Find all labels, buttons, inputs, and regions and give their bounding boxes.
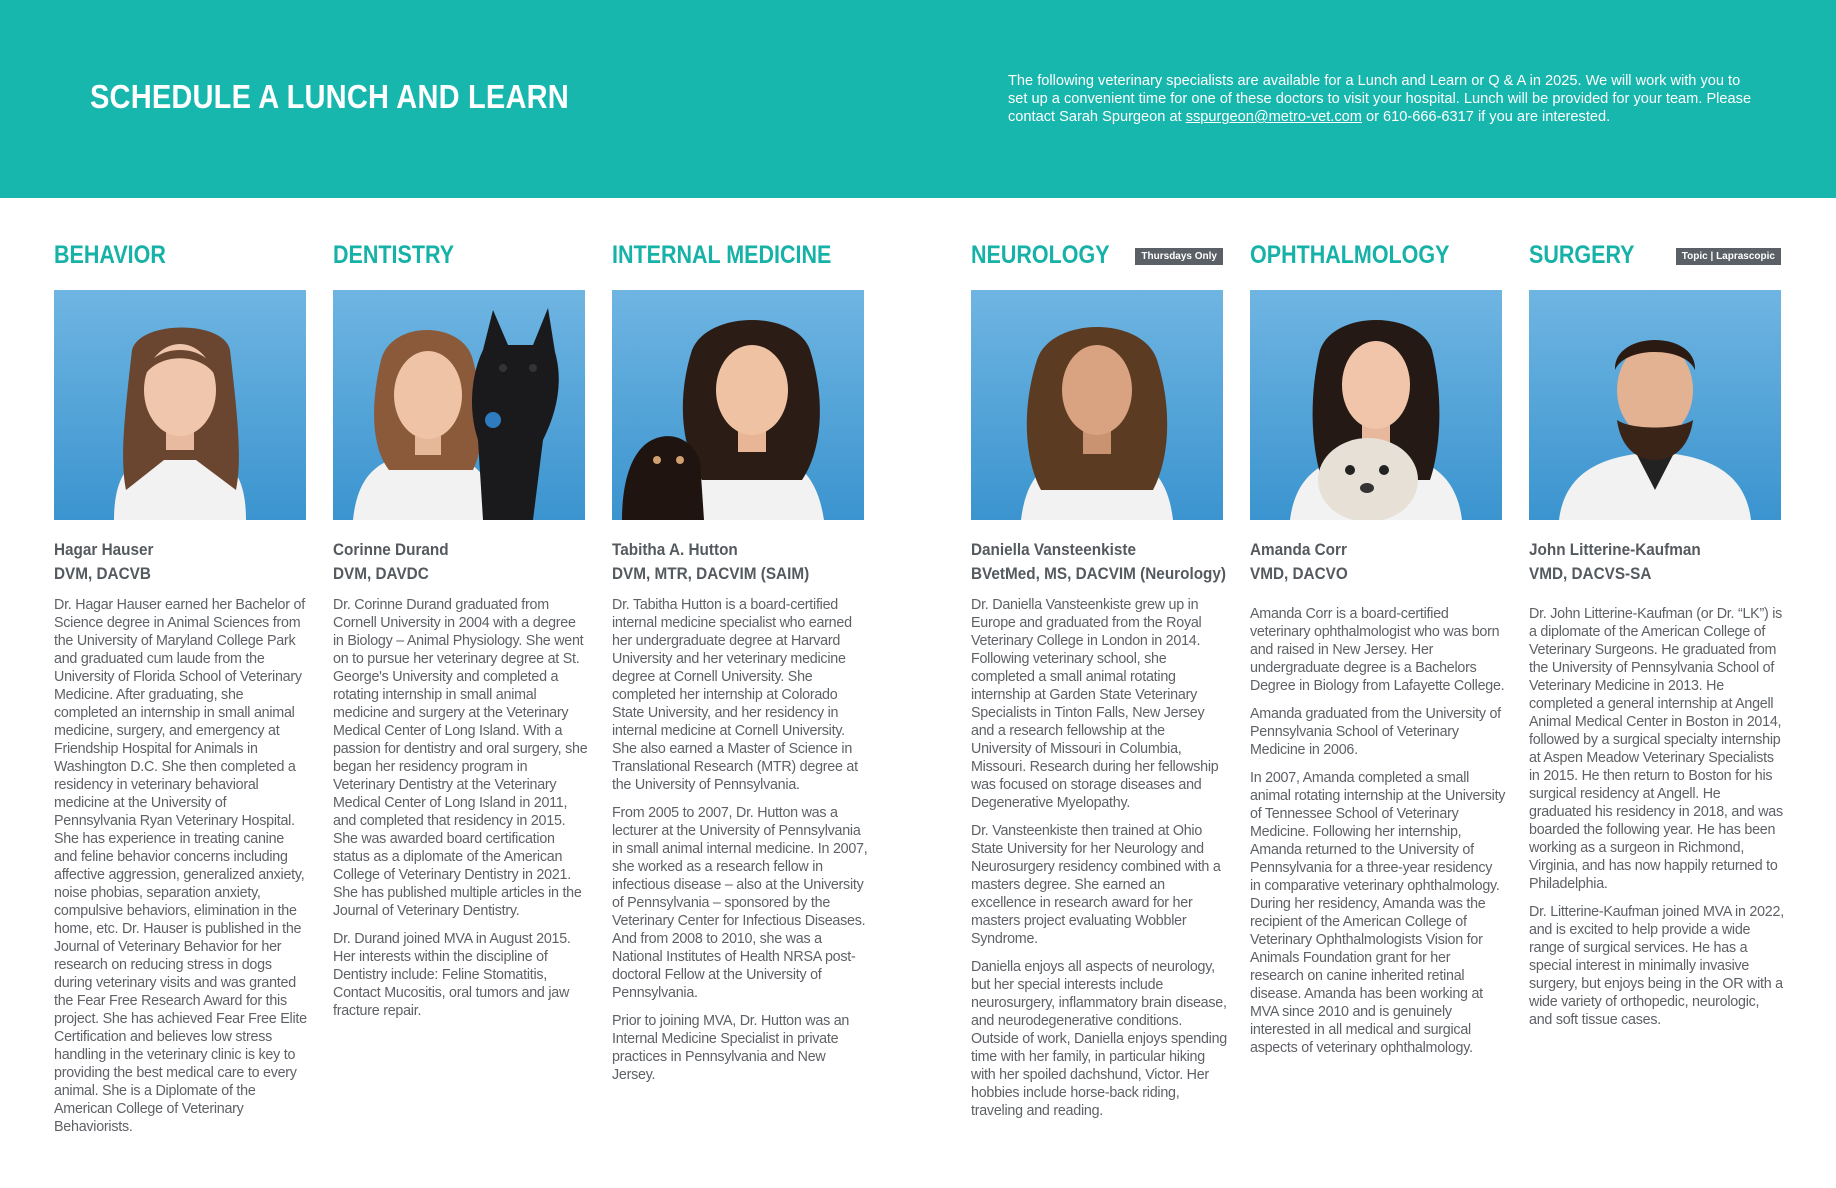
doctor-name: Amanda Corr: [1250, 540, 1347, 559]
column-header: [54, 241, 306, 271]
bio-paragraph: Dr. Daniella Vansteenkiste grew up in Europe and graduated from the Royal Veterinary College in London in 2014. Following veterinary school, she completed a small animal rotating internship at Garden State Veterinary Specialists in Tinton Falls, New Jersey and a research fellowship at the University of Missouri in Columbia, Missouri. Research during her fellowship was focused on storage diseases and Degenerative Myelopathy.: [971, 597, 1219, 811]
intro-text-start: The following veterinary specialists are available for a Lunch and Learn or Q & A in 2025. We will work with you to set up a convenient time for one of these doctors to visit your hospital. Lunch will be provided for your team. Please contact Sarah Spurgeon at: [1008, 73, 1752, 125]
bio-paragraph: Dr. Litterine-Kaufman joined MVA in 2022, and is excited to help provide a wide range of surgical services. He has a special interest in minimally invasive surgery, but enjoys being in the OR with a wide variety of orthopedic, neurologic, and soft tissue cases.: [1529, 904, 1784, 1028]
portrait-illustration: [971, 290, 1223, 520]
specialty-title: NEUROLOGY: [971, 241, 1110, 269]
doctor-name: Daniella Vansteenkiste: [971, 540, 1136, 559]
column-header: [1250, 241, 1502, 271]
doctor-bio: [1250, 605, 1506, 1067]
page-title: SCHEDULE A LUNCH AND LEARN: [90, 78, 569, 115]
portrait-illustration: [1250, 290, 1502, 520]
column-header: [333, 241, 585, 271]
bio-paragraph: Dr. John Litterine-Kaufman (or Dr. “LK”) is a diplomate of the American College of Veterinary Surgeons. He graduated from the University of Pennsylvania School of Veterinary Medicine in 2013. He completed a general internship at Angell Animal Medical Center in Boston in 2014, followed by a surgical specialty internship at Aspen Meadow Veterinary Specialists in 2015. He then return to Boston for his surgical residency at Angell. He graduated his residency in 2018, and was boarded the following year. He has been working as a surgeon in Richmond, Virginia, and has now happily returned to Philadelphia.: [1529, 606, 1783, 892]
portrait-illustration: [612, 290, 864, 520]
doctor-photo: [971, 290, 1223, 520]
contact-email-link[interactable]: sspurgeon@metro-vet.com: [1185, 109, 1362, 125]
specialty-title: INTERNAL MEDICINE: [612, 241, 832, 269]
specialist-column-dentistry: [333, 241, 588, 1019]
column-header: [1529, 241, 1781, 271]
doctor-bio: [612, 596, 868, 1094]
doctor-name: Tabitha A. Hutton: [612, 540, 738, 559]
bio-paragraph: Daniella enjoys all aspects of neurology, but her special interests include neurosurgery, inflammatory brain disease, and neurodegenerative conditions. Outside of work, Daniella enjoys spending time with her family, in particular hiking with her spoiled dachshund, Victor. Her hobbies include horse-back riding, traveling and reading.: [971, 959, 1227, 1119]
bio-paragraph: Amanda graduated from the University of Pennsylvania School of Veterinary Medicine in 2006.: [1250, 706, 1501, 758]
bio-paragraph: Dr. Corinne Durand graduated from Cornell University in 2004 with a degree in Biology – Animal Physiology. She went on to pursue her veterinary degree at St. George's University and completed a rotating internship in small animal medicine and surgery at the Veterinary Medical Center of Long Island. With a passion for dentistry and oral surgery, she began her residency program in Veterinary Dentistry at the Veterinary Medical Center of Long Island in 2011, and completed that residency in 2015. She was awarded board certification status as a diplomate of the American College of Veterinary Dentistry in 2021. She has published multiple articles in the Journal of Veterinary Dentistry.: [333, 597, 588, 919]
specialist-column-neurology: [971, 241, 1227, 1119]
doctor-photo: [333, 290, 585, 520]
bio-paragraph: From 2005 to 2007, Dr. Hutton was a lecturer at the University of Pennsylvania in small animal internal medicine. In 2007, she worked as a research fellow in infectious disease – also at the University of Pennsylvania – sponsored by the Veterinary Center for Infectious Diseases. And from 2008 to 2010, she was a National Institutes of Health NRSA post-doctoral Fellow at the University of Pennsylvania.: [612, 805, 868, 1001]
doctor-name: Corinne Durand: [333, 540, 449, 559]
bio-paragraph: Dr. Tabitha Hutton is a board-certified internal medicine specialist who earned her undergraduate degree at Harvard University and her veterinary medicine degree at Cornell University. She completed her internship at Colorado State University, and her residency in internal medicine at Cornell University. She also earned a Master of Science in Translational Research (MTR) degree at the University of Pennsylvania.: [612, 597, 858, 793]
specialist-column-behavior: [54, 241, 307, 1135]
bio-paragraph: Dr. Hagar Hauser earned her Bachelor of Science degree in Animal Sciences from the University of Maryland College Park and graduated cum laude from the University of Florida School of Veterinary Medicine. After graduating, she completed an internship in small animal medicine, surgery, and emergency at Friendship Hospital for Animals in Washington D.C. She then completed a residency in veterinary behavioral medicine at the University of Pennsylvania Ryan Veterinary Hospital. She has experience in treating canine and feline behavior concerns including affective aggression, generalized anxiety, noise phobias, separation anxiety, compulsive behaviors, elimination in the home, etc. Dr. Hauser is published in the Journal of Veterinary Behavior for her research on reducing stress in dogs during veterinary visits and was granted the Fear Free Research Award for this project. She has achieved Fear Free Elite Certification and believes low stress handling in the veterinary clinic is key to providing the best medical care to every animal. She is a Diplomate of the American College of Veterinary Behaviorists.: [54, 597, 307, 1135]
doctor-name: John Litterine-Kaufman: [1529, 540, 1701, 559]
doctor-bio: [54, 596, 310, 1146]
doctor-credentials: DVM, DAVDC: [333, 564, 429, 583]
doctor-photo: [54, 290, 306, 520]
doctor-photo: [1529, 290, 1781, 520]
doctor-credentials: DVM, MTR, DACVIM (SAIM): [612, 564, 810, 583]
bio-paragraph: Amanda Corr is a board-certified veterinary ophthalmologist who was born and raised in New Jersey. Her undergraduate degree is a Bachelors Degree in Biology from Lafayette College.: [1250, 606, 1505, 694]
specialty-title: DENTISTRY: [333, 241, 455, 269]
column-header: [971, 241, 1223, 271]
portrait-illustration: [333, 290, 585, 520]
specialist-column-surgery: [1529, 241, 1784, 1028]
bio-paragraph: Dr. Vansteenkiste then trained at Ohio State University for her Neurology and Neurosurgery residency combined with a masters degree. She earned an excellence in research award for her masters project evaluating Wobbler Syndrome.: [971, 823, 1221, 947]
specialist-column-internal-medicine: [612, 241, 868, 1083]
intro-text: [1008, 72, 1758, 126]
doctor-credentials: VMD, DACVS-SA: [1529, 564, 1652, 583]
specialty-title: SURGERY: [1529, 241, 1635, 269]
specialty-title: BEHAVIOR: [54, 241, 166, 269]
doctor-credentials: DVM, DACVB: [54, 564, 151, 583]
doctor-bio: [333, 596, 589, 1030]
header-banner: [0, 0, 1836, 198]
topic-badge: Topic | Laprascopic: [1676, 248, 1781, 265]
bio-paragraph: Dr. Durand joined MVA in August 2015. Her interests within the discipline of Dentistry include: Feline Stomatitis, Contact Mucositis, oral tumors and jaw fracture repair.: [333, 931, 571, 1019]
portrait-illustration: [1529, 290, 1781, 520]
bio-paragraph: Prior to joining MVA, Dr. Hutton was an Internal Medicine Specialist in private practices in Pennsylvania and New Jersey.: [612, 1013, 850, 1083]
doctor-bio: [971, 596, 1227, 1130]
bio-paragraph: In 2007, Amanda completed a small animal rotating internship at the University of Tennessee School of Veterinary Medicine. Following her internship, Amanda returned to the University of Pennsylvania for a three-year residency in comparative veterinary ophthalmology. During her residency, Amanda was the recipient of the American College of Veterinary Ophthalmologists Vision for Animals Foundation grant for her research on canine inherited retinal disease. Amanda has been working at MVA since 2010 and is genuinely interested in all medical and surgical aspects of veterinary ophthalmology.: [1250, 770, 1506, 1056]
doctor-bio: [1529, 605, 1785, 1039]
doctor-photo: [1250, 290, 1502, 520]
specialty-title: OPHTHALMOLOGY: [1250, 241, 1450, 269]
column-header: [612, 241, 864, 271]
specialist-column-ophthalmology: [1250, 241, 1506, 1056]
doctor-photo: [612, 290, 864, 520]
doctor-credentials: VMD, DACVO: [1250, 564, 1348, 583]
availability-badge: Thursdays Only: [1135, 248, 1223, 265]
portrait-illustration: [54, 290, 306, 520]
intro-text-end: or 610-666-6317 if you are interested.: [1361, 109, 1611, 125]
doctor-name: Hagar Hauser: [54, 540, 154, 559]
doctor-credentials: BVetMed, MS, DACVIM (Neurology): [971, 564, 1227, 583]
